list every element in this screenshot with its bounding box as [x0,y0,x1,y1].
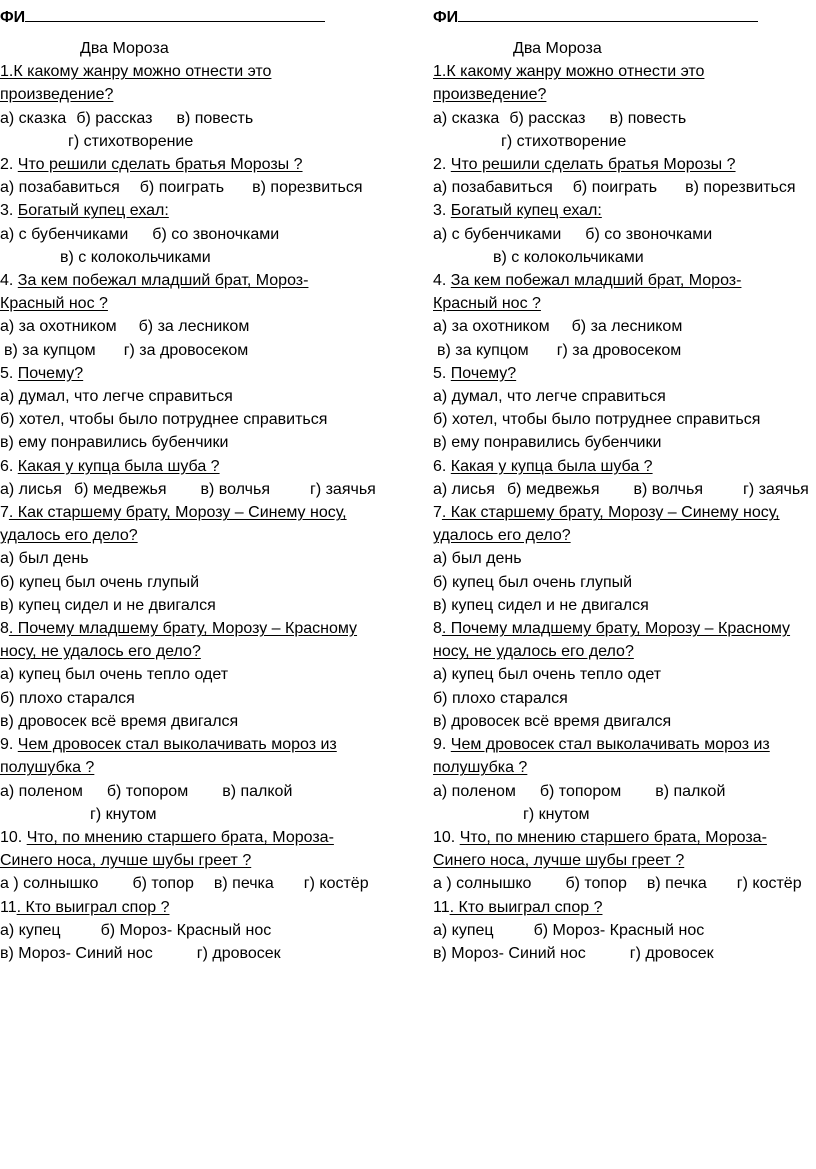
answer-line [433,246,816,269]
question-text: 1.К какому жанру можно отнести это [0,63,272,81]
question-number: 6. [433,457,451,475]
answer-line [0,408,395,431]
question-number: 4. [433,272,451,290]
question-text: носу, не удалось его дело? [0,643,201,661]
answer-line [0,130,395,153]
answer-line [0,687,395,710]
answer-line [433,571,816,594]
name-field-label: ФИ [433,9,459,26]
answer-option: б) за лесником [571,318,683,336]
question-line [433,292,816,315]
question-text: удалось его дело? [433,527,571,545]
answer-option: а) позабавиться [0,179,120,197]
question-number: 10. [433,828,460,846]
answer-option: а) сказка [0,109,67,127]
answer-option: а) купец [433,921,494,939]
question-text: носу, не удалось его дело? [433,643,634,661]
question-number: 11 [0,898,17,916]
question-text: . Как старшему брату, Морозу – Синему носу, [441,504,780,522]
answer-option: б) рассказ [76,109,153,127]
question-text: Что, по мнению старшего брата, Мороза- [459,828,767,846]
question-line [433,756,816,779]
answer-option: в) волчья [633,480,703,498]
answer-option: г) за дровосеком [123,341,249,359]
question-line [0,83,395,106]
answer-option: а) был день [433,550,522,568]
question-line [0,826,395,849]
answer-line [0,710,395,733]
question-number: 4. [0,272,18,290]
answer-option: г) стихотворение [68,132,194,150]
answer-option: а) купец был очень тепло одет [433,666,662,684]
question-number: 3. [433,202,451,220]
answer-option: г) стихотворение [501,132,627,150]
question-number: 3. [0,202,18,220]
answer-option: б) Мороз- Красный нос [533,921,705,939]
answer-option: в) повесть [609,109,687,127]
worksheet-column-left [0,6,395,965]
answer-line [0,594,395,617]
answer-option: в) за купцом [4,341,96,359]
answer-option: в) с колокольчиками [493,248,644,266]
answer-option: в) купец сидел и не двигался [0,596,216,614]
question-text: Синего носа, лучше шубы греет ? [0,852,252,870]
answer-option: б) плохо старался [0,689,135,707]
question-line [433,896,816,919]
answer-option: г) кнутом [90,805,157,823]
answer-line [0,942,395,965]
question-text: . Кто выиграл спор ? [449,898,603,916]
question-line [433,362,816,385]
question-line [433,269,816,292]
answer-line [433,478,816,501]
answer-line [433,315,816,338]
question-number: 5. [0,364,18,382]
question-line [433,60,816,83]
question-text: 1.К какому жанру можно отнести это [433,63,705,81]
answer-option: г) дровосек [629,944,714,962]
answer-line [433,872,816,895]
answer-line [433,663,816,686]
answer-line [433,385,816,408]
question-line [433,524,816,547]
answer-option: а) с бубенчиками [0,225,129,243]
answer-option: г) за дровосеком [556,341,682,359]
question-number: 8 [433,620,442,638]
answer-line [0,107,395,130]
question-line [433,501,816,524]
answer-option: б) со звоночками [585,225,713,243]
name-field [433,6,816,29]
question-line [433,455,816,478]
answer-line [433,780,816,803]
answer-line [433,919,816,942]
answer-option: в) порезвиться [685,179,796,197]
answer-line [0,339,395,362]
answer-option: б) хотел, чтобы было потруднее справиться [433,411,761,429]
answer-line [0,315,395,338]
question-line [433,199,816,222]
answer-line [433,594,816,617]
answer-option: в) дровосек всё время двигался [433,712,672,730]
answer-option: б) за лесником [138,318,250,336]
answer-line [433,710,816,733]
question-text: Какая у купца была шуба ? [450,457,653,475]
answer-option: в) палкой [655,782,726,800]
question-line [433,617,816,640]
answer-option: б) купец был очень глупый [0,573,200,591]
answer-option: в) Мороз- Синий нос [433,944,586,962]
answer-option: а) купец был очень тепло одет [0,666,229,684]
answer-option: б) поиграть [572,179,658,197]
answer-option: в) с колокольчиками [60,248,211,266]
question-line [0,849,395,872]
answer-line [433,431,816,454]
answer-line [433,223,816,246]
answer-option: г) заячья [742,480,809,498]
answer-line [433,547,816,570]
question-number: 6. [0,457,18,475]
answer-line [0,780,395,803]
question-line [433,849,816,872]
question-text: Чем дровосек стал выколачивать мороз из [17,736,337,754]
answer-option: а ) солнышко [433,875,532,893]
question-text: полушубка ? [0,759,95,777]
question-text: Богатый купец ехал: [17,202,169,220]
question-text: За кем побежал младший брат, Мороз- [450,272,742,290]
answer-line [0,246,395,269]
question-text: Синего носа, лучше шубы греет ? [433,852,685,870]
answer-option: а) с бубенчиками [433,225,562,243]
question-text: Чем дровосек стал выколачивать мороз из [450,736,770,754]
question-text: произведение? [0,86,114,104]
answer-line [0,547,395,570]
answer-option: б) топором [539,782,622,800]
answer-option: в) палкой [222,782,293,800]
answer-line [0,803,395,826]
answer-option: а) думал, что легче справиться [0,388,233,406]
answer-option: а) купец [0,921,61,939]
answer-option: г) дровосек [196,944,281,962]
question-text: . Как старшему брату, Морозу – Синему носу, [8,504,347,522]
question-number: 7 [433,504,442,522]
question-number: 10. [0,828,27,846]
question-number: 8 [0,620,9,638]
question-line [0,60,395,83]
question-text: полушубка ? [433,759,528,777]
question-line [433,640,816,663]
question-line [0,269,395,292]
question-text: . Почему младшему брату, Морозу – Красному [441,620,791,638]
answer-option: г) кнутом [523,805,590,823]
answer-line [433,176,816,199]
answer-line [0,385,395,408]
answer-line [0,223,395,246]
worksheet-column-right [433,6,816,965]
answer-option: в) порезвиться [252,179,363,197]
answer-option: б) купец был очень глупый [433,573,633,591]
question-text: Что решили сделать братья Морозы ? [17,156,303,174]
question-line [0,733,395,756]
question-line [0,617,395,640]
question-text: Красный нос ? [433,295,541,313]
question-text: За кем побежал младший брат, Мороз- [17,272,309,290]
answer-option: а) за охотником [433,318,550,336]
answer-option: б) медвежья [73,480,167,498]
question-text: Какая у купца была шуба ? [17,457,220,475]
answer-option: а) за охотником [0,318,117,336]
answer-option: в) Мороз- Синий нос [0,944,153,962]
question-line [433,733,816,756]
answer-line [0,478,395,501]
question-number: 11 [433,898,450,916]
answer-option: в) печка [213,875,274,893]
answer-option: б) топор [565,875,627,893]
question-text: . Кто выиграл спор ? [16,898,170,916]
answer-line [0,176,395,199]
answer-line [433,687,816,710]
answer-option: в) дровосек всё время двигался [0,712,239,730]
answer-option: а) поленом [433,782,516,800]
question-text: Что решили сделать братья Морозы ? [450,156,736,174]
name-field [0,6,395,29]
answer-option: а) лисья [433,480,495,498]
question-line [0,153,395,176]
question-line [0,640,395,663]
answer-line [433,408,816,431]
question-number: 9. [0,736,18,754]
answer-line [0,431,395,454]
question-number: 5. [433,364,451,382]
answer-option: а) думал, что легче справиться [433,388,666,406]
question-line [0,524,395,547]
name-field-label: ФИ [0,9,26,26]
worksheet-title: Два Мороза [513,40,602,57]
question-line [0,199,395,222]
question-text: . Почему младшему брату, Морозу – Красному [8,620,358,638]
answer-line [433,803,816,826]
answer-option: в) за купцом [437,341,529,359]
question-line [0,362,395,385]
answer-option: б) рассказ [509,109,586,127]
question-text: Красный нос ? [0,295,108,313]
answer-line [0,872,395,895]
answer-option: а) был день [0,550,89,568]
answer-option: в) повесть [176,109,254,127]
answer-option: г) заячья [309,480,376,498]
worksheet-title: Два Мороза [80,40,169,57]
answer-option: б) топором [106,782,189,800]
answer-option: а) поленом [0,782,83,800]
question-number: 9. [433,736,451,754]
question-line [0,896,395,919]
answer-option: б) медвежья [506,480,600,498]
question-number: 7 [0,504,9,522]
answer-option: г) костёр [736,875,802,893]
answer-option: б) плохо старался [433,689,568,707]
question-line [433,826,816,849]
answer-option: в) волчья [200,480,270,498]
answer-option: в) ему понравились бубенчики [433,434,662,452]
question-text: удалось его дело? [0,527,138,545]
answer-line [0,919,395,942]
name-field-blank [458,7,758,22]
question-number: 2. [0,156,18,174]
question-line [433,153,816,176]
answer-line [433,107,816,130]
question-line [0,455,395,478]
answer-option: г) костёр [303,875,369,893]
answer-option: в) печка [646,875,707,893]
question-text: Почему? [17,364,84,382]
question-text: произведение? [433,86,547,104]
answer-option: б) поиграть [139,179,225,197]
question-line [433,83,816,106]
question-line [0,756,395,779]
answer-option: а) позабавиться [433,179,553,197]
answer-line [433,942,816,965]
answer-option: в) ему понравились бубенчики [0,434,229,452]
answer-option: а ) солнышко [0,875,99,893]
answer-option: б) топор [132,875,194,893]
answer-line [433,130,816,153]
question-line [0,501,395,524]
question-text: Что, по мнению старшего брата, Мороза- [26,828,334,846]
question-text: Почему? [450,364,517,382]
question-line [0,292,395,315]
answer-line [0,571,395,594]
answer-option: а) сказка [433,109,500,127]
answer-option: б) со звоночками [152,225,280,243]
answer-option: б) хотел, чтобы было потруднее справиться [0,411,328,429]
answer-option: б) Мороз- Красный нос [100,921,272,939]
answer-option: а) лисья [0,480,62,498]
question-text: Богатый купец ехал: [450,202,602,220]
answer-option: в) купец сидел и не двигался [433,596,649,614]
answer-line [433,339,816,362]
question-number: 2. [433,156,451,174]
name-field-blank [25,7,325,22]
answer-line [0,663,395,686]
